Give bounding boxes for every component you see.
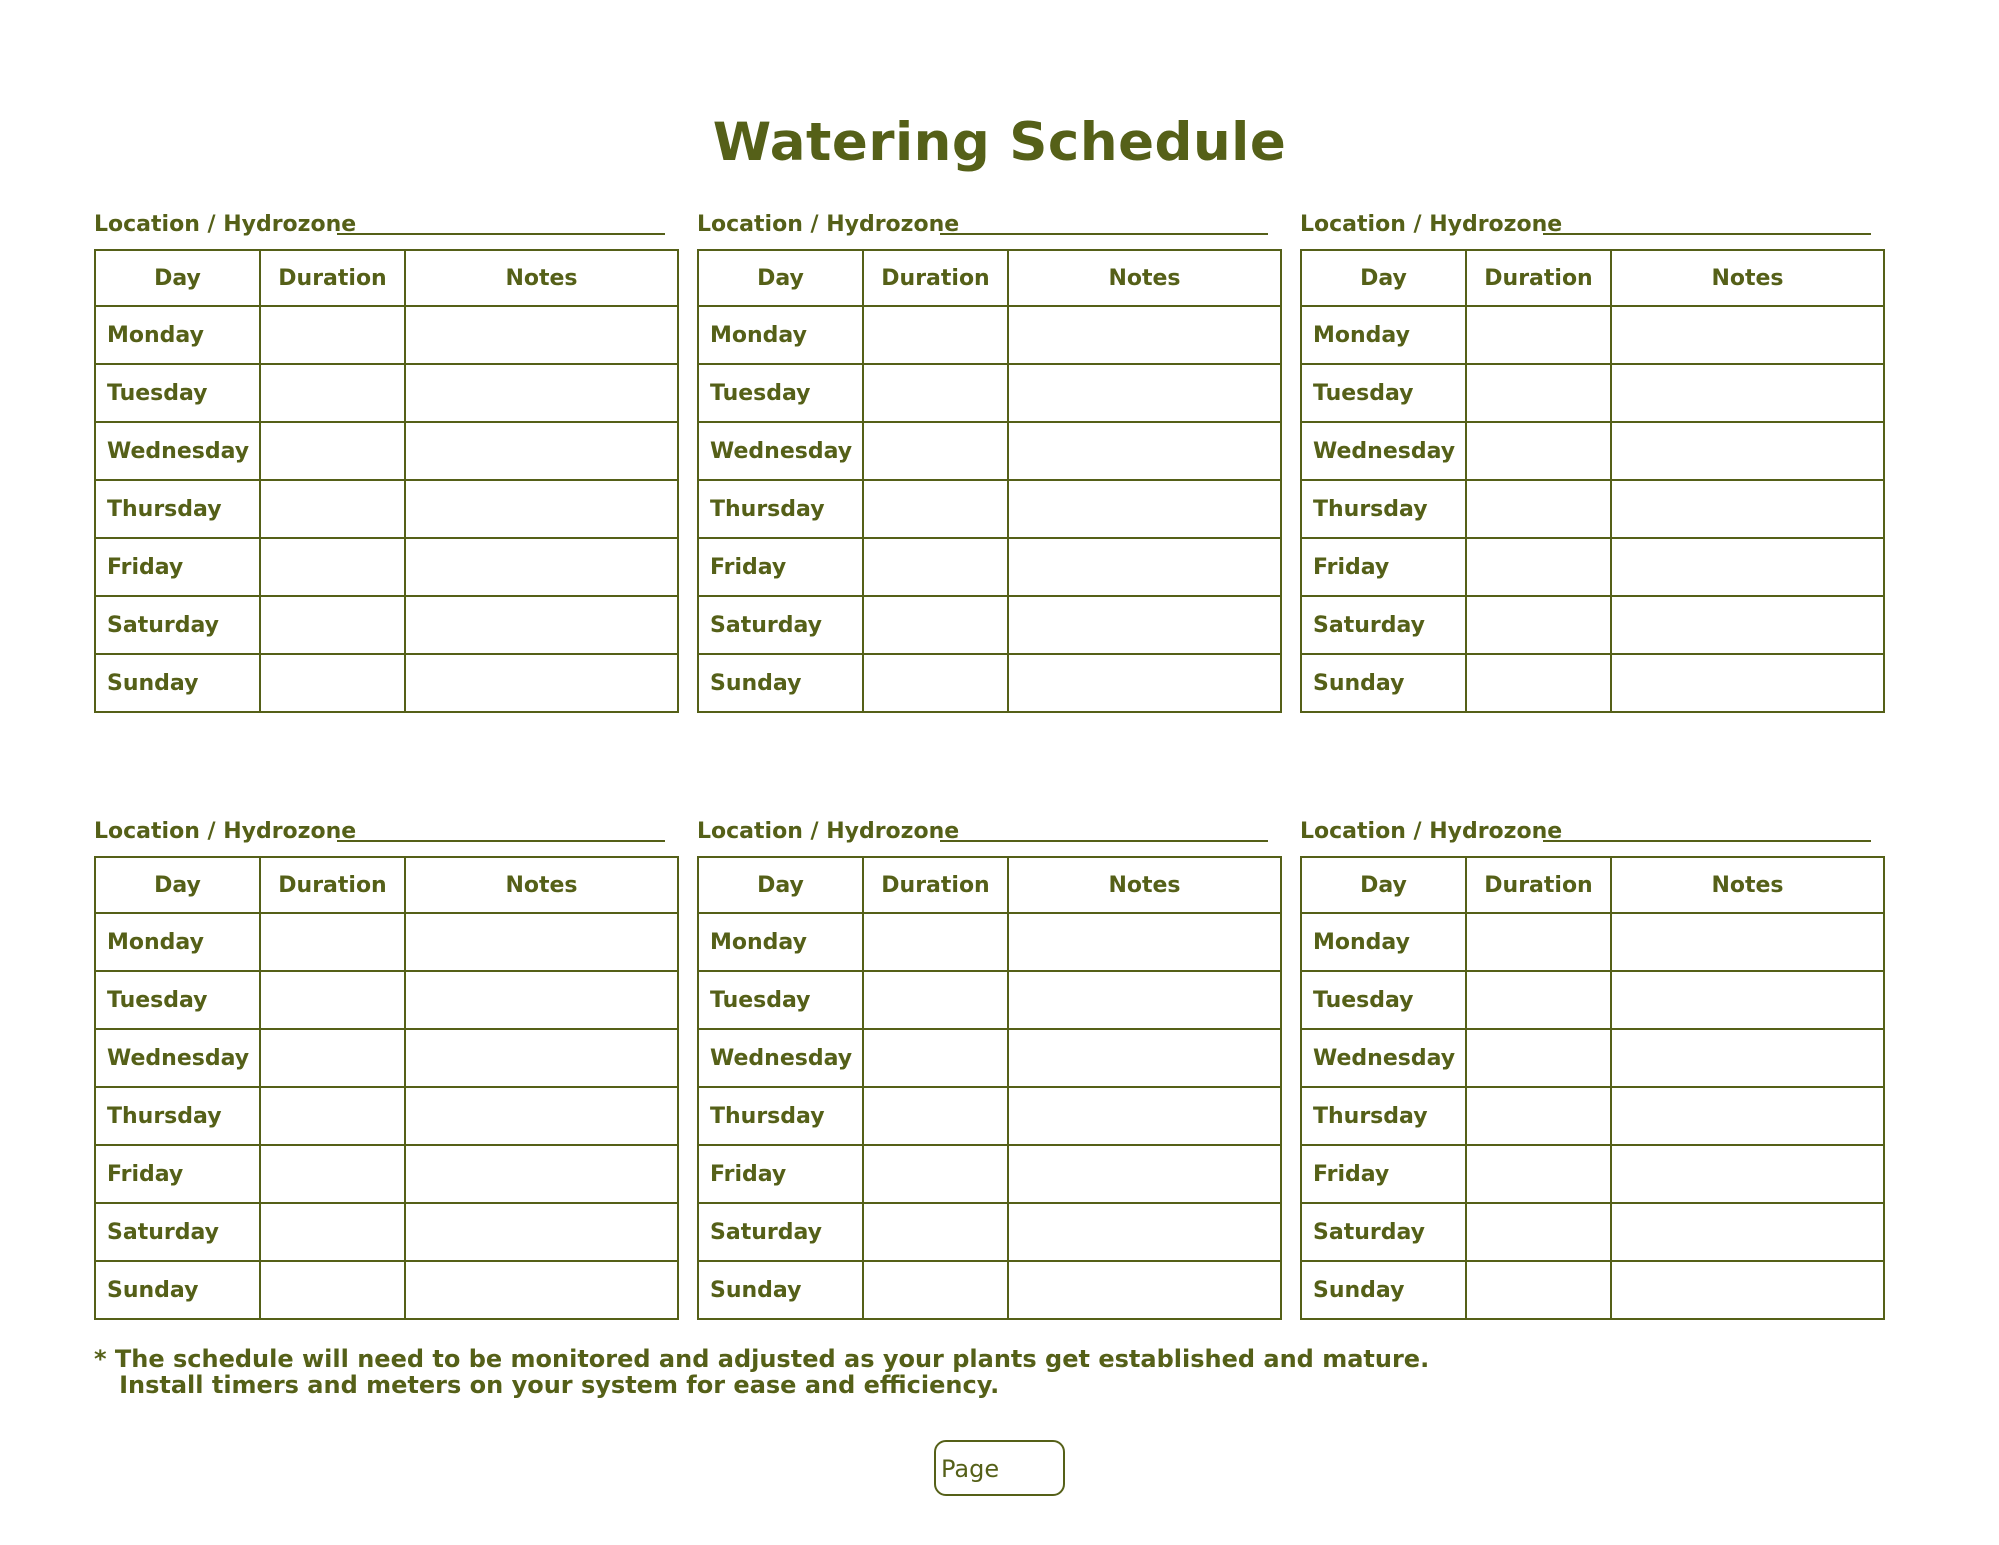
duration-cell[interactable] bbox=[863, 971, 1008, 1029]
table-header-row bbox=[1301, 250, 1884, 306]
duration-cell[interactable] bbox=[1466, 538, 1611, 596]
duration-cell[interactable] bbox=[863, 1145, 1008, 1203]
notes-cell[interactable] bbox=[1611, 1145, 1884, 1203]
notes-cell[interactable] bbox=[1008, 480, 1281, 538]
day-cell: Friday bbox=[1301, 1145, 1466, 1203]
day-cell: Tuesday bbox=[95, 971, 260, 1029]
column-header-notes: Notes bbox=[1008, 250, 1281, 306]
day-cell: Wednesday bbox=[698, 1029, 863, 1087]
day-cell: Monday bbox=[95, 306, 260, 364]
table-row bbox=[698, 1261, 1281, 1319]
duration-cell[interactable] bbox=[260, 596, 405, 654]
table-row bbox=[698, 538, 1281, 596]
duration-cell[interactable] bbox=[863, 1029, 1008, 1087]
notes-cell[interactable] bbox=[405, 422, 678, 480]
duration-cell[interactable] bbox=[260, 971, 405, 1029]
day-cell: Tuesday bbox=[1301, 364, 1466, 422]
duration-cell[interactable] bbox=[863, 1087, 1008, 1145]
day-cell: Monday bbox=[95, 913, 260, 971]
notes-cell[interactable] bbox=[405, 1087, 678, 1145]
notes-cell[interactable] bbox=[1611, 971, 1884, 1029]
day-cell: Wednesday bbox=[1301, 422, 1466, 480]
notes-cell[interactable] bbox=[405, 480, 678, 538]
table-row bbox=[95, 596, 678, 654]
notes-cell[interactable] bbox=[1008, 1203, 1281, 1261]
table-row bbox=[1301, 1203, 1884, 1261]
table-row bbox=[1301, 538, 1884, 596]
schedule-table bbox=[697, 856, 1282, 1320]
schedule-table bbox=[94, 856, 679, 1320]
notes-cell[interactable] bbox=[1008, 1087, 1281, 1145]
duration-cell[interactable] bbox=[260, 480, 405, 538]
notes-cell[interactable] bbox=[1611, 596, 1884, 654]
notes-cell[interactable] bbox=[405, 364, 678, 422]
day-cell: Saturday bbox=[698, 596, 863, 654]
day-cell: Saturday bbox=[95, 1203, 260, 1261]
duration-cell[interactable] bbox=[863, 913, 1008, 971]
location-hydrozone-label: Location / Hydrozone bbox=[1300, 212, 1563, 237]
table-row bbox=[698, 1145, 1281, 1203]
duration-cell[interactable] bbox=[863, 596, 1008, 654]
notes-cell[interactable] bbox=[1611, 422, 1884, 480]
table-row bbox=[95, 480, 678, 538]
column-header-notes: Notes bbox=[1611, 857, 1884, 913]
table-row bbox=[1301, 596, 1884, 654]
column-header-day: Day bbox=[95, 250, 260, 306]
page-label: Page bbox=[941, 1455, 1000, 1483]
column-header-day: Day bbox=[1301, 857, 1466, 913]
day-cell: Tuesday bbox=[1301, 971, 1466, 1029]
duration-cell[interactable] bbox=[1466, 364, 1611, 422]
duration-cell[interactable] bbox=[863, 480, 1008, 538]
day-cell: Monday bbox=[698, 306, 863, 364]
duration-cell[interactable] bbox=[1466, 1145, 1611, 1203]
notes-cell[interactable] bbox=[405, 1261, 678, 1319]
location-hydrozone-label: Location / Hydrozone bbox=[94, 819, 357, 844]
day-cell: Tuesday bbox=[95, 364, 260, 422]
notes-cell[interactable] bbox=[405, 1203, 678, 1261]
day-cell: Monday bbox=[1301, 913, 1466, 971]
schedule-table bbox=[94, 249, 679, 713]
column-header-duration: Duration bbox=[260, 857, 405, 913]
duration-cell[interactable] bbox=[260, 913, 405, 971]
schedule-table bbox=[697, 249, 1282, 713]
table-row bbox=[95, 971, 678, 1029]
location-hydrozone-input-line[interactable] bbox=[940, 840, 1268, 842]
day-cell: Sunday bbox=[1301, 654, 1466, 712]
table-row bbox=[698, 422, 1281, 480]
notes-cell[interactable] bbox=[1008, 1029, 1281, 1087]
day-cell: Friday bbox=[95, 538, 260, 596]
notes-cell[interactable] bbox=[405, 1029, 678, 1087]
day-cell: Monday bbox=[1301, 306, 1466, 364]
table-row bbox=[1301, 480, 1884, 538]
notes-cell[interactable] bbox=[1008, 971, 1281, 1029]
location-hydrozone-input-line[interactable] bbox=[1543, 233, 1871, 235]
day-cell: Sunday bbox=[1301, 1261, 1466, 1319]
footnote-line-1: * The schedule will need to be monitored and adjusted as your plants get established and mature. bbox=[94, 1345, 1430, 1373]
column-header-day: Day bbox=[698, 250, 863, 306]
duration-cell[interactable] bbox=[260, 422, 405, 480]
schedule-table bbox=[1300, 856, 1885, 1320]
duration-cell[interactable] bbox=[1466, 596, 1611, 654]
day-cell: Thursday bbox=[698, 480, 863, 538]
table-row bbox=[698, 913, 1281, 971]
table-row bbox=[1301, 1029, 1884, 1087]
day-cell: Saturday bbox=[95, 596, 260, 654]
day-cell: Saturday bbox=[1301, 1203, 1466, 1261]
notes-cell[interactable] bbox=[1611, 480, 1884, 538]
day-cell: Friday bbox=[95, 1145, 260, 1203]
table-row bbox=[1301, 364, 1884, 422]
table-row bbox=[698, 480, 1281, 538]
day-cell: Thursday bbox=[1301, 480, 1466, 538]
table-row bbox=[698, 1087, 1281, 1145]
duration-cell[interactable] bbox=[1466, 1261, 1611, 1319]
notes-cell[interactable] bbox=[1008, 422, 1281, 480]
duration-cell[interactable] bbox=[863, 1261, 1008, 1319]
table-row bbox=[95, 1087, 678, 1145]
duration-cell[interactable] bbox=[1466, 913, 1611, 971]
duration-cell[interactable] bbox=[260, 1261, 405, 1319]
column-header-notes: Notes bbox=[1008, 857, 1281, 913]
table-row bbox=[698, 596, 1281, 654]
day-cell: Sunday bbox=[95, 654, 260, 712]
table-header-row bbox=[1301, 857, 1884, 913]
table-row bbox=[95, 422, 678, 480]
notes-cell[interactable] bbox=[1611, 306, 1884, 364]
duration-cell[interactable] bbox=[1466, 480, 1611, 538]
notes-cell[interactable] bbox=[1611, 913, 1884, 971]
table-row bbox=[698, 364, 1281, 422]
notes-cell[interactable] bbox=[405, 913, 678, 971]
notes-cell[interactable] bbox=[1008, 1145, 1281, 1203]
table-row bbox=[1301, 913, 1884, 971]
table-row bbox=[698, 306, 1281, 364]
duration-cell[interactable] bbox=[260, 1087, 405, 1145]
notes-cell[interactable] bbox=[1611, 1029, 1884, 1087]
day-cell: Monday bbox=[698, 913, 863, 971]
table-row bbox=[698, 654, 1281, 712]
table-row bbox=[95, 306, 678, 364]
table-header-row bbox=[698, 857, 1281, 913]
table-row bbox=[1301, 306, 1884, 364]
page-number-box[interactable] bbox=[934, 1440, 1065, 1496]
table-header-row bbox=[698, 250, 1281, 306]
location-hydrozone-input-line[interactable] bbox=[337, 233, 665, 235]
table-row bbox=[1301, 1261, 1884, 1319]
notes-cell[interactable] bbox=[1611, 654, 1884, 712]
duration-cell[interactable] bbox=[863, 364, 1008, 422]
notes-cell[interactable] bbox=[1008, 596, 1281, 654]
table-row bbox=[95, 1261, 678, 1319]
notes-cell[interactable] bbox=[1008, 306, 1281, 364]
duration-cell[interactable] bbox=[863, 422, 1008, 480]
footnote bbox=[94, 1346, 1429, 1398]
table-row bbox=[1301, 654, 1884, 712]
notes-cell[interactable] bbox=[405, 596, 678, 654]
table-row bbox=[1301, 1087, 1884, 1145]
table-header-row bbox=[95, 250, 678, 306]
day-cell: Wednesday bbox=[1301, 1029, 1466, 1087]
day-cell: Tuesday bbox=[698, 364, 863, 422]
table-row bbox=[1301, 422, 1884, 480]
location-hydrozone-label: Location / Hydrozone bbox=[1300, 819, 1563, 844]
notes-cell[interactable] bbox=[1008, 913, 1281, 971]
day-cell: Saturday bbox=[698, 1203, 863, 1261]
location-hydrozone-input-line[interactable] bbox=[337, 840, 665, 842]
duration-cell[interactable] bbox=[1466, 654, 1611, 712]
day-cell: Saturday bbox=[1301, 596, 1466, 654]
table-row bbox=[95, 1029, 678, 1087]
notes-cell[interactable] bbox=[405, 538, 678, 596]
duration-cell[interactable] bbox=[1466, 1203, 1611, 1261]
day-cell: Tuesday bbox=[698, 971, 863, 1029]
duration-cell[interactable] bbox=[1466, 971, 1611, 1029]
table-header-row bbox=[95, 857, 678, 913]
column-header-notes: Notes bbox=[405, 857, 678, 913]
duration-cell[interactable] bbox=[863, 306, 1008, 364]
duration-cell[interactable] bbox=[1466, 422, 1611, 480]
duration-cell[interactable] bbox=[260, 1029, 405, 1087]
table-row bbox=[1301, 971, 1884, 1029]
duration-cell[interactable] bbox=[260, 364, 405, 422]
day-cell: Sunday bbox=[95, 1261, 260, 1319]
day-cell: Friday bbox=[698, 538, 863, 596]
location-hydrozone-label: Location / Hydrozone bbox=[697, 212, 960, 237]
column-header-day: Day bbox=[95, 857, 260, 913]
day-cell: Thursday bbox=[95, 1087, 260, 1145]
table-row bbox=[95, 1203, 678, 1261]
table-row bbox=[95, 364, 678, 422]
table-row bbox=[698, 1203, 1281, 1261]
duration-cell[interactable] bbox=[260, 654, 405, 712]
column-header-notes: Notes bbox=[1611, 250, 1884, 306]
column-header-day: Day bbox=[1301, 250, 1466, 306]
duration-cell[interactable] bbox=[1466, 1029, 1611, 1087]
day-cell: Wednesday bbox=[698, 422, 863, 480]
schedule-table bbox=[1300, 249, 1885, 713]
table-row bbox=[95, 913, 678, 971]
table-row bbox=[1301, 1145, 1884, 1203]
page-title: Watering Schedule bbox=[712, 112, 1287, 173]
duration-cell[interactable] bbox=[260, 1203, 405, 1261]
day-cell: Friday bbox=[1301, 538, 1466, 596]
notes-cell[interactable] bbox=[405, 971, 678, 1029]
duration-cell[interactable] bbox=[863, 654, 1008, 712]
duration-cell[interactable] bbox=[1466, 1087, 1611, 1145]
duration-cell[interactable] bbox=[260, 1145, 405, 1203]
notes-cell[interactable] bbox=[1611, 1203, 1884, 1261]
notes-cell[interactable] bbox=[1008, 538, 1281, 596]
day-cell: Sunday bbox=[698, 654, 863, 712]
column-header-notes: Notes bbox=[405, 250, 678, 306]
column-header-duration: Duration bbox=[1466, 250, 1611, 306]
location-hydrozone-input-line[interactable] bbox=[940, 233, 1268, 235]
column-header-day: Day bbox=[698, 857, 863, 913]
day-cell: Friday bbox=[698, 1145, 863, 1203]
table-row bbox=[698, 971, 1281, 1029]
table-row bbox=[95, 654, 678, 712]
notes-cell[interactable] bbox=[1611, 538, 1884, 596]
duration-cell[interactable] bbox=[260, 306, 405, 364]
duration-cell[interactable] bbox=[260, 538, 405, 596]
notes-cell[interactable] bbox=[1008, 364, 1281, 422]
day-cell: Thursday bbox=[1301, 1087, 1466, 1145]
table-row bbox=[95, 1145, 678, 1203]
column-header-duration: Duration bbox=[863, 857, 1008, 913]
day-cell: Wednesday bbox=[95, 1029, 260, 1087]
footnote-line-2: Install timers and meters on your system for ease and efficiency. bbox=[94, 1371, 1000, 1399]
table-row bbox=[95, 538, 678, 596]
notes-cell[interactable] bbox=[405, 1145, 678, 1203]
column-header-duration: Duration bbox=[260, 250, 405, 306]
notes-cell[interactable] bbox=[1611, 364, 1884, 422]
location-hydrozone-label: Location / Hydrozone bbox=[697, 819, 960, 844]
table-row bbox=[698, 1029, 1281, 1087]
duration-cell[interactable] bbox=[1466, 306, 1611, 364]
day-cell: Thursday bbox=[698, 1087, 863, 1145]
duration-cell[interactable] bbox=[863, 538, 1008, 596]
day-cell: Sunday bbox=[698, 1261, 863, 1319]
notes-cell[interactable] bbox=[1611, 1087, 1884, 1145]
duration-cell[interactable] bbox=[863, 1203, 1008, 1261]
notes-cell[interactable] bbox=[405, 306, 678, 364]
notes-cell[interactable] bbox=[1008, 654, 1281, 712]
location-hydrozone-input-line[interactable] bbox=[1543, 840, 1871, 842]
notes-cell[interactable] bbox=[1611, 1261, 1884, 1319]
column-header-duration: Duration bbox=[863, 250, 1008, 306]
day-cell: Thursday bbox=[95, 480, 260, 538]
column-header-duration: Duration bbox=[1466, 857, 1611, 913]
notes-cell[interactable] bbox=[1008, 1261, 1281, 1319]
notes-cell[interactable] bbox=[405, 654, 678, 712]
location-hydrozone-label: Location / Hydrozone bbox=[94, 212, 357, 237]
day-cell: Wednesday bbox=[95, 422, 260, 480]
